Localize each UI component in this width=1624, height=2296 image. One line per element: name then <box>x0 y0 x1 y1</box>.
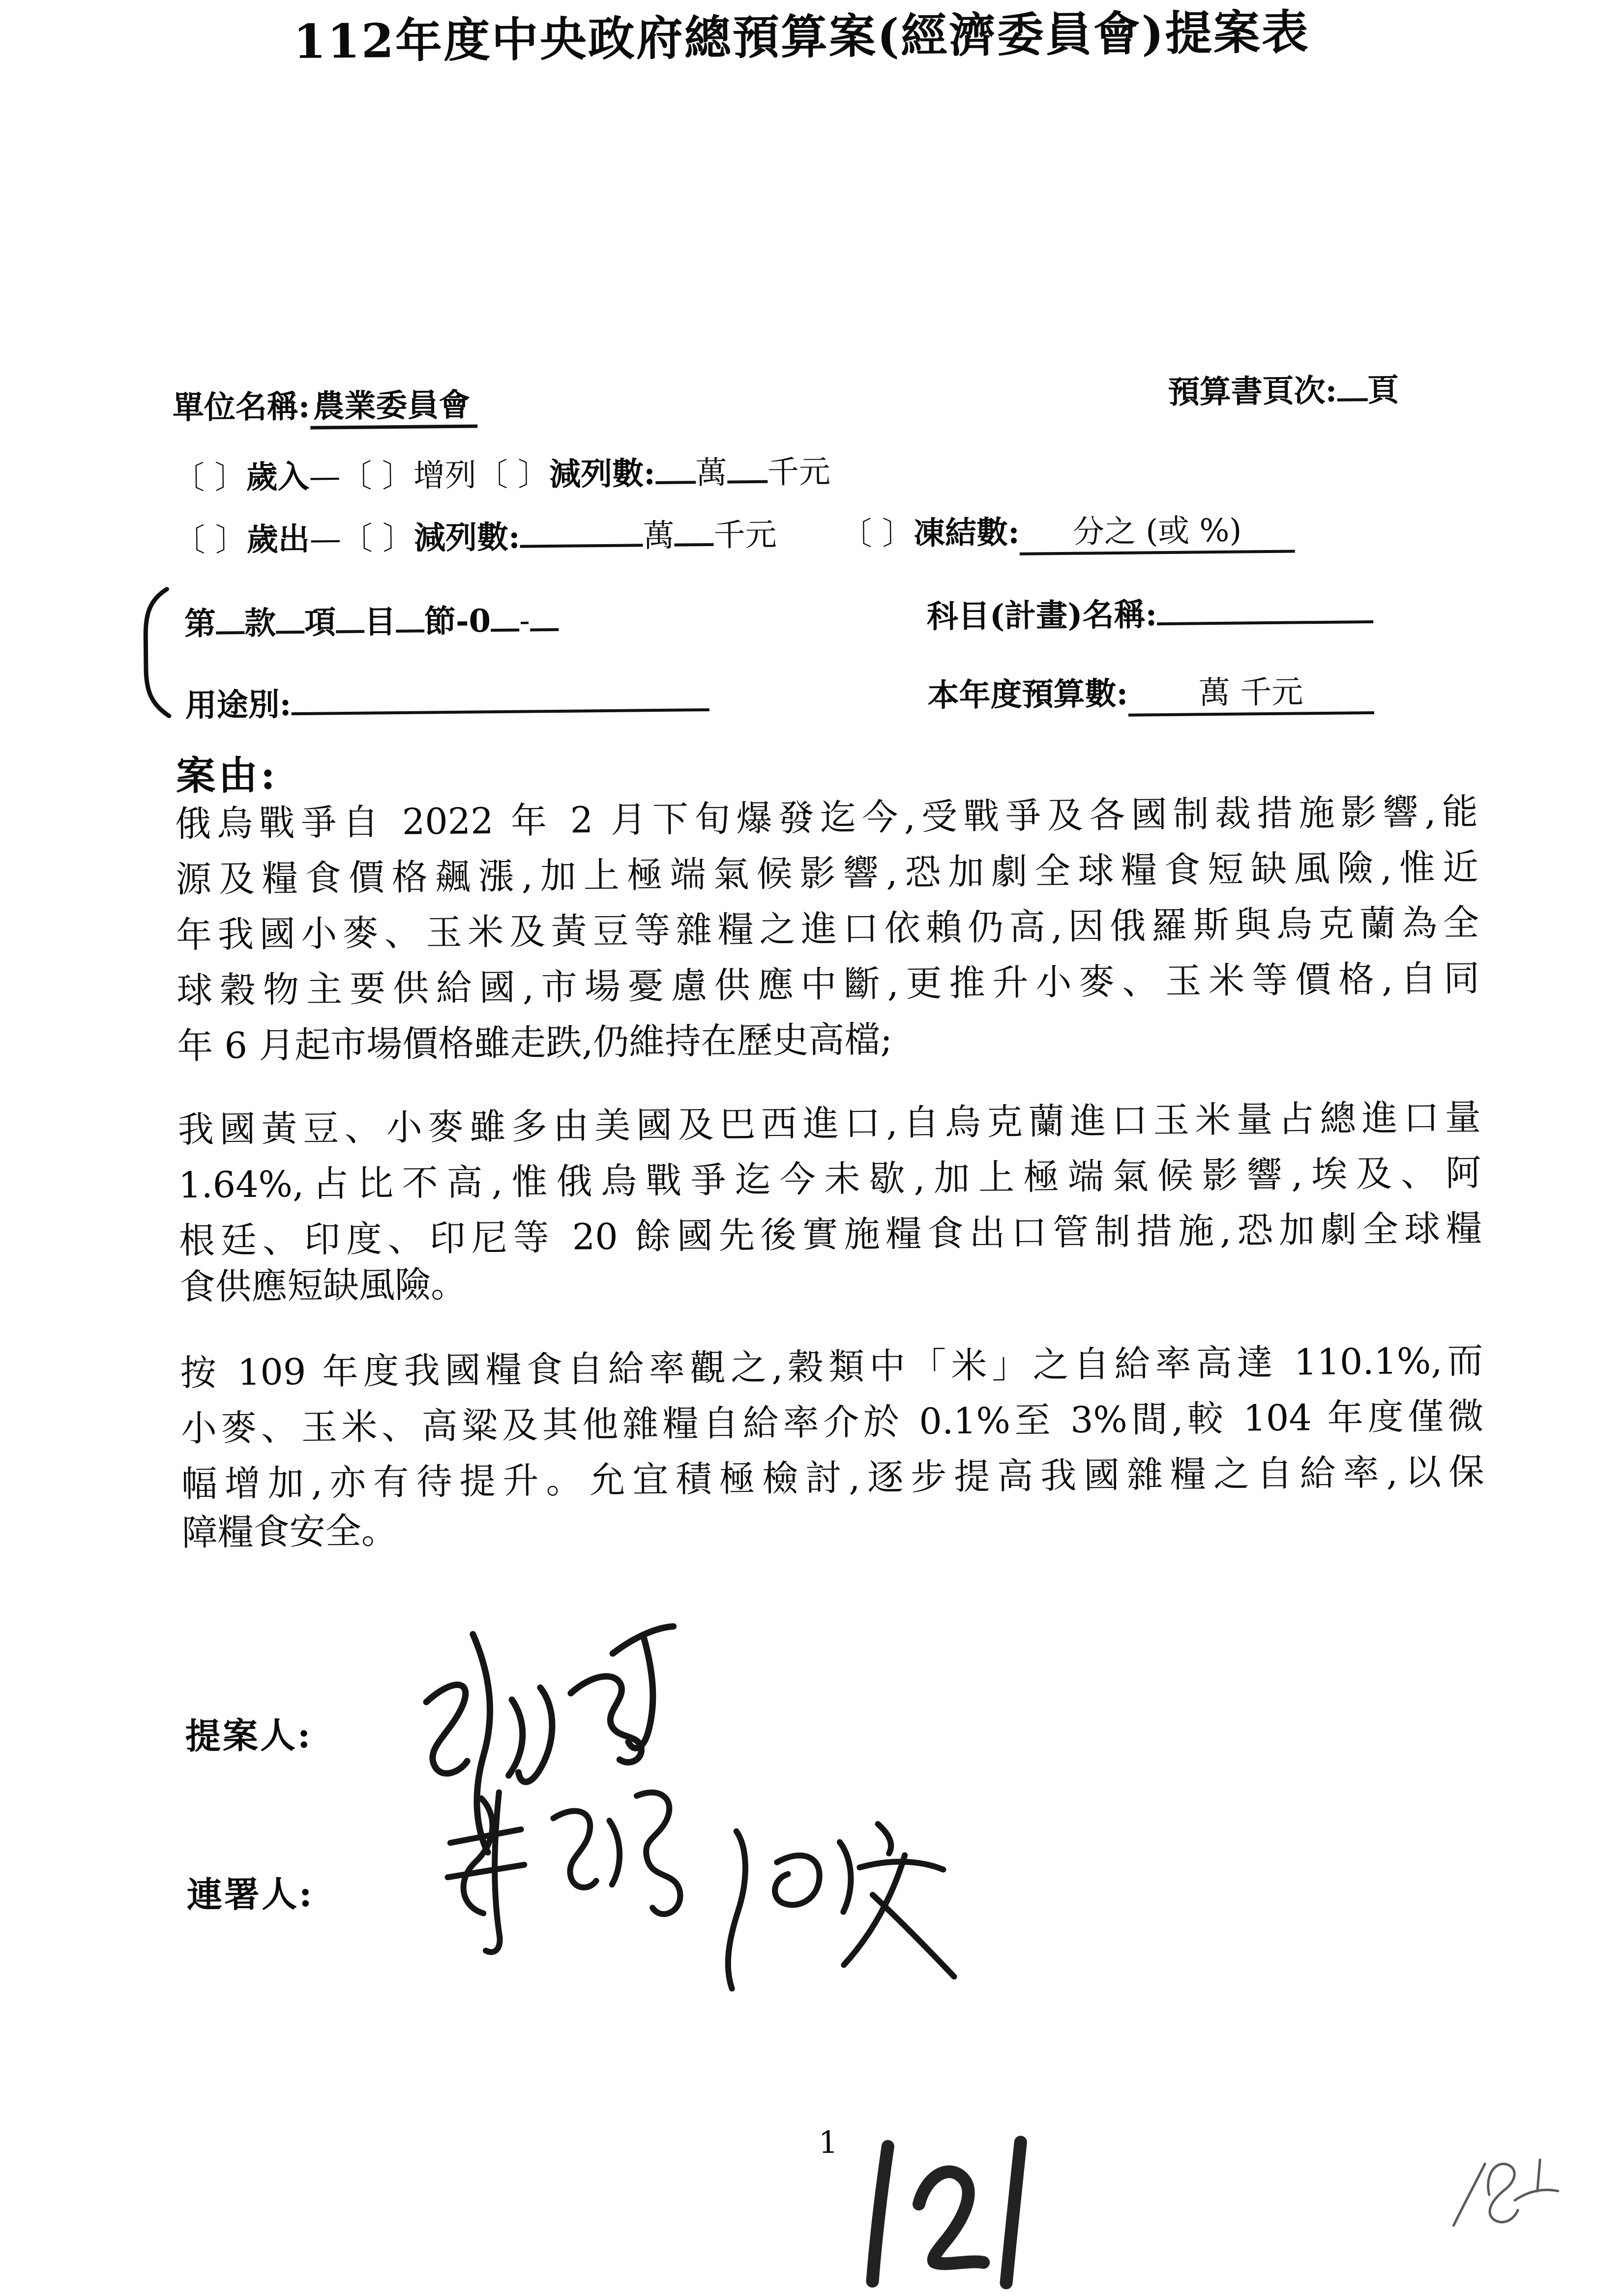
case-p2-line: 根廷、印度、印尼等 20 餘國先後實施糧食出口管制措施,恐加劇全球糧 <box>178 1207 1482 1262</box>
proposer-signature <box>426 1627 676 1853</box>
expense-label: 歲出 <box>246 521 310 558</box>
checkbox-revenue: 〔 〕 <box>173 459 246 497</box>
case-p1-line: 球穀物主要供給國,市場憂慮供應中斷,更推升小麥、玉米等價格,自同 <box>176 957 1480 1012</box>
annual-budget-units: 萬 千元 <box>1128 672 1374 717</box>
item-kuan-blank <box>216 601 245 634</box>
case-p1-line: 年 6 月起市場價格雖走跌,仍維持在歷史高檔; <box>177 1018 893 1068</box>
item-jie-blank <box>396 600 425 633</box>
add-label: 增列 <box>413 457 477 494</box>
case-heading: 案由: <box>176 752 278 799</box>
qianyuan-unit: 千元 <box>767 454 831 491</box>
section-left-bracket <box>138 586 174 719</box>
case-p3-line: 按 109 年度我國糧食自給率觀之,穀類中「米」之自給率高達 110.1%,而 <box>180 1339 1483 1395</box>
case-p1-line: 源及糧食價格飆漲,加上極端氣候影響,恐加劇全球糧食短缺風險,惟近 <box>175 846 1479 901</box>
qianyuan-unit2: 千元 <box>713 517 777 554</box>
case-p2-line: 1.64%,占比不高,惟俄烏戰爭迄今未歇,加上極端氣候影響,埃及、阿 <box>178 1152 1482 1207</box>
corner-note-handwriting <box>1453 2160 1558 2226</box>
case-p2-line: 食供應短缺風險。 <box>179 1263 467 1308</box>
item-mu-label: 目 <box>364 603 396 641</box>
subject-name-label: 科目(計畫)名稱: <box>926 596 1157 636</box>
subject-name-blank <box>1157 590 1374 625</box>
item-code-blank-2 <box>530 598 559 631</box>
case-p3-line: 障糧食安全。 <box>181 1510 398 1554</box>
annual-budget-label: 本年度預算數: <box>927 675 1128 714</box>
cut-amount-blank-qian <box>727 450 768 484</box>
case-p1-line: 年我國小麥、玉米及黃豆等雜糧之進口依賴仍高,因俄羅斯與烏克蘭為全 <box>176 901 1479 957</box>
cosigner-label: 連署人: <box>186 1872 314 1916</box>
item-jie-label: 節-0 <box>424 603 491 640</box>
unit-name-value: 農業委員會 <box>310 386 477 429</box>
budget-book-page-label: 預算書頁次: <box>1168 372 1337 411</box>
item-xiang-blank <box>276 601 305 634</box>
revenue-label: 歲入 <box>246 458 309 496</box>
document-title: 112年度中央政府總預算案(經濟委員會)提案表 <box>293 5 1310 70</box>
printed-page-number: 1 <box>818 2124 838 2160</box>
case-p3-line: 小麥、玉米、高粱及其他雜糧自給率介於 0.1%至 3%間,較 104 年度僅微 <box>180 1395 1484 1450</box>
usage-blank <box>291 678 709 715</box>
dash: — <box>309 458 341 495</box>
item-xiang-label: 項 <box>304 604 336 641</box>
cut-amount-blank-wan <box>655 451 696 484</box>
checkbox-cut: 〔 〕 <box>476 456 550 494</box>
item-mu-blank <box>336 600 365 633</box>
checkbox-freeze: 〔 〕 <box>840 515 914 553</box>
wan-unit: 萬 <box>695 455 728 492</box>
item-code-blank-1 <box>491 599 520 632</box>
cut-label2: 減列數: <box>413 519 521 557</box>
wan-unit2: 萬 <box>643 518 675 555</box>
item-kuan-label: 款 <box>244 605 276 642</box>
budget-book-page-blank <box>1337 368 1368 401</box>
checkbox-cut2: 〔 〕 <box>341 520 414 557</box>
cosigner-signature-2 <box>727 1823 954 1988</box>
cut-label: 減列數: <box>549 455 656 493</box>
handwritten-page-number <box>871 2142 1022 2284</box>
case-p2-line: 我國黃豆、小麥雖多由美國及巴西進口,自烏克蘭進口玉米量占總進口量 <box>177 1096 1481 1151</box>
checkbox-add: 〔 〕 <box>340 458 414 495</box>
budget-book-page-unit: 頁 <box>1367 372 1399 409</box>
usage-label: 用途別: <box>185 686 292 724</box>
cosigner-signature-1 <box>447 1791 681 1953</box>
unit-name-label: 單位名稱: <box>172 388 310 427</box>
cut2-amount-blank-wan <box>520 514 643 548</box>
case-p3-line: 幅增加,亦有待提升。允宜積極檢討,逐步提高我國雜糧之自給率,以保 <box>181 1451 1485 1506</box>
cut2-amount-blank-qian <box>674 513 714 547</box>
freeze-value: 分之 (或 %) <box>1019 510 1295 555</box>
item-di-label: 第 <box>184 605 216 642</box>
item-code-dash: - <box>519 603 531 639</box>
case-p1-line: 俄烏戰爭自 2022 年 2 月下旬爆發迄今,受戰爭及各國制裁措施影響,能 <box>175 790 1478 845</box>
checkbox-expense: 〔 〕 <box>174 522 247 559</box>
proposer-label: 提案人: <box>185 1714 313 1757</box>
dash: — <box>309 521 342 558</box>
freeze-label: 凍結數: <box>913 514 1020 552</box>
